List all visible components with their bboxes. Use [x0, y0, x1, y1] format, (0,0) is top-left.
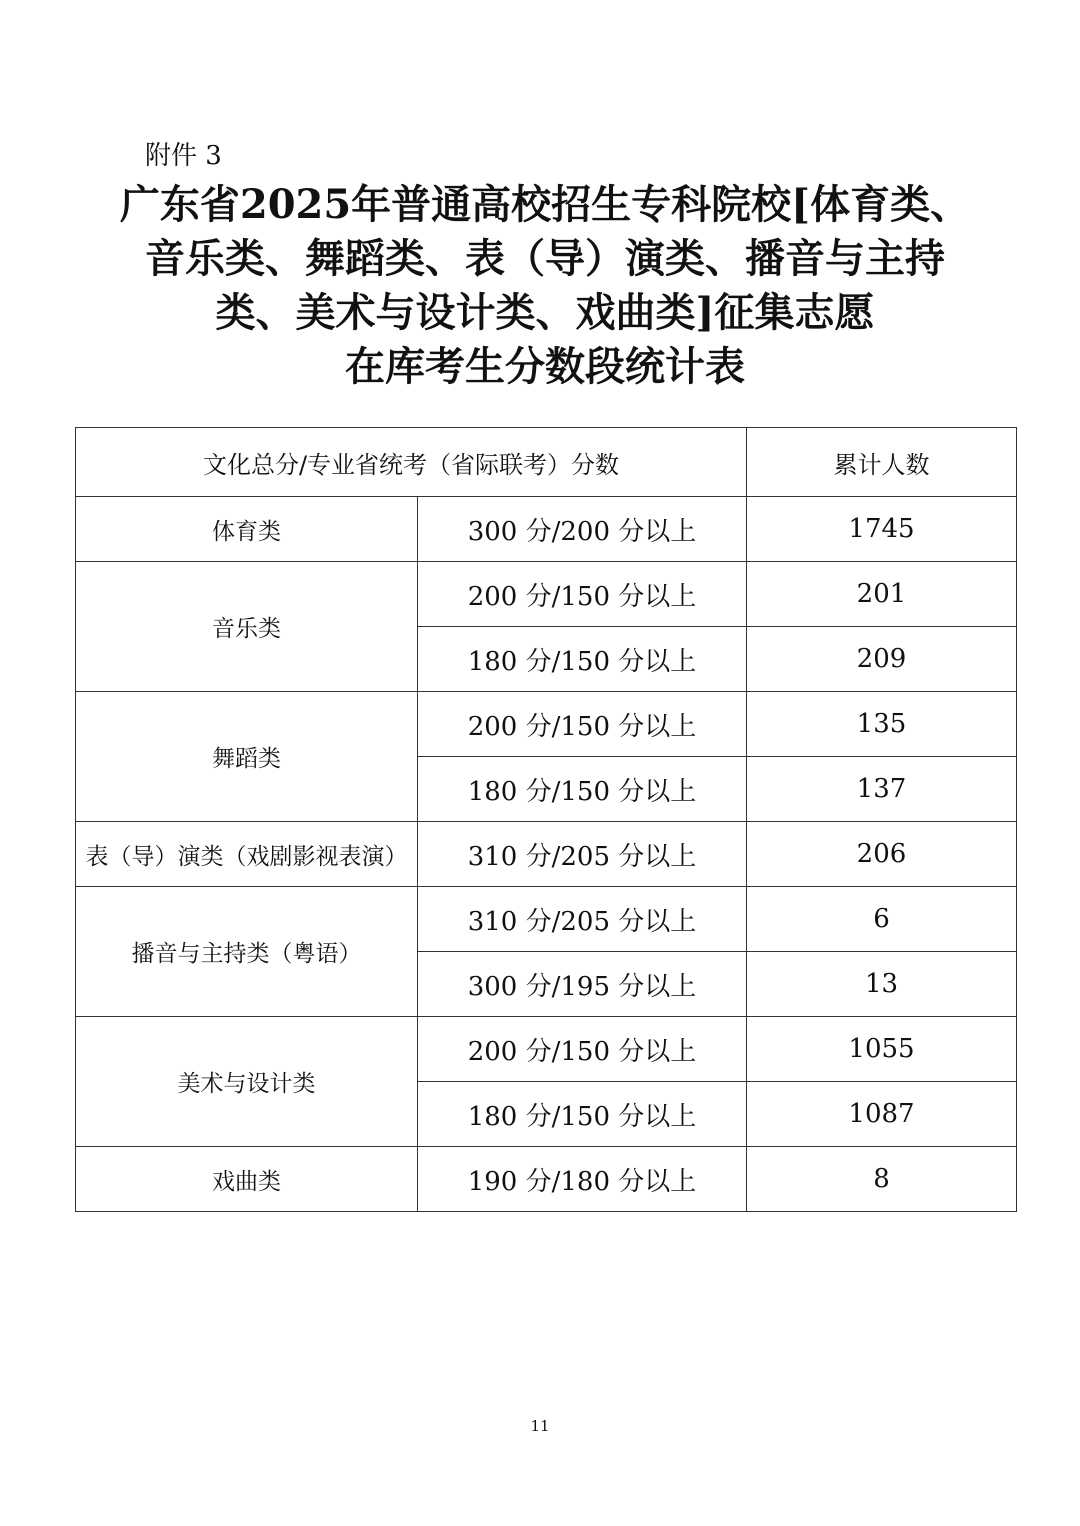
count-cell: 209: [747, 627, 1017, 692]
table-row: [76, 822, 1017, 887]
score-cell: 200 分/150 分以上: [418, 1017, 747, 1082]
score-cell: 310 分/205 分以上: [418, 822, 747, 887]
score-cell: 200 分/150 分以上: [418, 562, 747, 627]
count-cell: 8: [747, 1147, 1017, 1212]
category-cell: 播音与主持类（粤语）: [76, 887, 418, 1017]
table-row: [76, 497, 1017, 562]
count-cell: 6: [747, 887, 1017, 952]
title-line: 音乐类、舞蹈类、表（导）演类、播音与主持: [145, 235, 945, 282]
category-cell: 戏曲类: [76, 1147, 418, 1212]
table-header-row: [76, 428, 1017, 497]
category-cell: 表（导）演类（戏剧影视表演）: [76, 822, 418, 887]
table-row: [76, 692, 1017, 757]
count-cell: 201: [747, 562, 1017, 627]
count-cell: 206: [747, 822, 1017, 887]
table-row: [76, 1147, 1017, 1212]
score-cell: 190 分/180 分以上: [418, 1147, 747, 1212]
count-cell: 1055: [747, 1017, 1017, 1082]
title-line: 类、美术与设计类、戏曲类]征集志愿: [215, 289, 875, 336]
score-cell: 310 分/205 分以上: [418, 887, 747, 952]
count-cell: 1087: [747, 1082, 1017, 1147]
table-row: [76, 562, 1017, 627]
table-row: [76, 1017, 1017, 1082]
score-cell: 300 分/195 分以上: [418, 952, 747, 1017]
score-cell: 200 分/150 分以上: [418, 692, 747, 757]
attachment-label: 附件 3: [145, 141, 222, 171]
count-cell: 137: [747, 757, 1017, 822]
title-line: 广东省2025年普通高校招生专科院校[体育类、: [119, 181, 971, 228]
category-cell: 舞蹈类: [76, 692, 418, 822]
count-cell: 1745: [747, 497, 1017, 562]
count-cell: 13: [747, 952, 1017, 1017]
count-cell: 135: [747, 692, 1017, 757]
score-cell: 180 分/150 分以上: [418, 627, 747, 692]
category-cell: 音乐类: [76, 562, 418, 692]
page-number: 11: [530, 1417, 550, 1435]
score-cell: 180 分/150 分以上: [418, 757, 747, 822]
header-score: 文化总分/专业省统考（省际联考）分数: [76, 428, 747, 497]
table-row: [76, 887, 1017, 952]
score-statistics-table: [75, 427, 1017, 1212]
title-line: 在库考生分数段统计表: [345, 343, 745, 390]
category-cell: 体育类: [76, 497, 418, 562]
score-cell: 180 分/150 分以上: [418, 1082, 747, 1147]
header-count: 累计人数: [747, 428, 1017, 497]
category-cell: 美术与设计类: [76, 1017, 418, 1147]
document-title: [100, 178, 990, 394]
score-cell: 300 分/200 分以上: [418, 497, 747, 562]
